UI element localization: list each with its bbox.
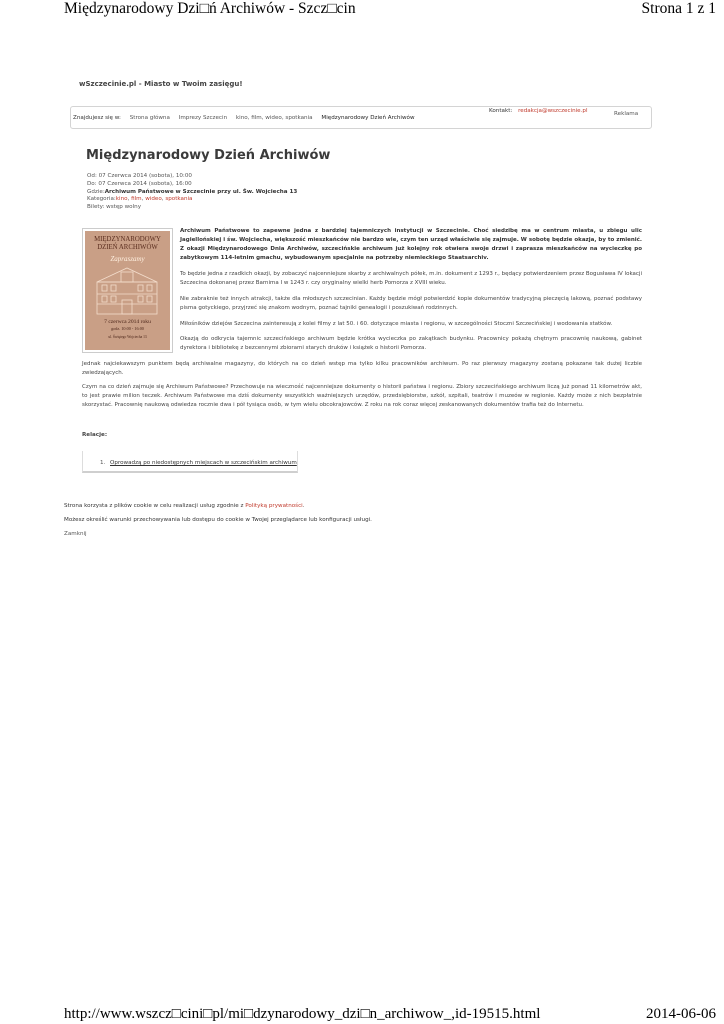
event-tickets: Bilety: wstęp wolny (87, 204, 142, 211)
event-start: Od: 07 Czerwca 2014 (sobota), 10:00 (87, 173, 192, 179)
article-paragraph: Jednak najciekawszym punktem będą archiwalne magazyny, do których na co dzień wstęp ma tylko kilku pracowników archiwum. Po raz pierwszy magazyny zostaną pokazane tak dużej liczbie zwiedzających. (82, 361, 642, 376)
poster-artwork (85, 231, 170, 350)
contact-email-link[interactable]: redakcja@wszczecinie.pl (518, 108, 588, 114)
site-tagline: wSzczecinie.pl - Miasto w Twoim zasięgu! (79, 80, 243, 88)
event-meta (87, 173, 297, 212)
privacy-policy-link[interactable]: Polityką prywatności (245, 503, 303, 509)
relations-list (82, 451, 298, 473)
poster-time: godz. 10:00 - 16:00 (111, 326, 144, 331)
page-title: Międzynarodowy Dzień Archiwów (86, 148, 331, 163)
breadcrumb (73, 115, 415, 121)
category-link-kino[interactable]: kino (115, 196, 128, 203)
event-category: Kategoria:kino, film, wideo, spotkania (87, 196, 193, 203)
breadcrumb-label: Znajdujesz się w: (73, 115, 121, 121)
article-paragraph: Nie zabraknie też innych atrakcji, także dla młodszych szczecinian. Każdy będzie mógł potwierdzić kopie dokumentów tradycyjną pieczęcią lakową, poznać podstawy pisma gotyckiego, przyjrzeć się znakom wodnym, poznać tajniki genealogii i poszukiwań rodzinnych. (180, 296, 642, 311)
ads-link[interactable]: Reklama (614, 111, 639, 117)
navigation-bar (70, 106, 652, 129)
event-poster-image[interactable] (82, 228, 173, 353)
print-header-title: Międzynarodowy Dzi□ń Archiwów - Szcz□cin (64, 0, 356, 17)
breadcrumb-category[interactable]: kino, film, wideo, spotkania (235, 115, 313, 121)
poster-date: 7 czerwca 2014 roku (104, 319, 151, 325)
article-paragraph: Miłośników dziejów Szczecina zainteresują z kolei filmy z lat 50. i 60. dotyczące miasta i regionu, w szczególności Stoczni Szczecińskiej i wodowania statków. (180, 321, 613, 327)
article-lead-paragraph: Archiwum Państwowe to zapewne jedna z bardziej tajemniczych instytucji w Szczecinie. Choć siedzibę ma w centrum miasta, u zbiegu ulic Jagiellońskiej i św. Wojciecha, większość mieszkańców nie bardzo wie, czym ten urząd właściwie się zajmuje. W sobotę będzie okazja, by to zmienić. Z okazji Międzynarodowego Dnia Archiwów, szczecińskie archiwum już kolejny rok otwiera swoje drzwi i zaprasza mieszkańców na wycieczkę po zabytkowym 114-letnim gmachu, wybudowanym specjalnie na potrzeby niemieckiego Staatsarchiv. (180, 228, 642, 261)
breadcrumb-events[interactable]: Imprezy Szczecin (178, 115, 228, 121)
cookie-text-end: . (302, 503, 305, 509)
print-footer-url: http://www.wszcz□cini□pl/mi□dzynarodowy_dzi□n_archiwow_,id-19515.html (64, 1006, 541, 1022)
poster-address: ul. Świętego Wojciecha 13 (108, 335, 147, 339)
location-value: Archiwum Państwowe w Szczecinie przy ul. Św. Wojciecha 13 (104, 188, 298, 195)
location-label: Gdzie: (87, 188, 105, 195)
article-paragraph: Czym na co dzień zajmuje się Archiwum Państwowe? Przechowuje na wieczność najcenniejsze dokumenty o historii państwa i regionu. Zbiory szczecińskiego archiwum liczą już ponad 11 kilometrów akt, to jest prawie milion teczek. Archiwum Państwowe ma dziś dokumenty wszystkich ważniejszych urzędów, przedsiębiorstw, szkół, szpitali, teatrów i muzeów w regionie. Każdy może z nich bezpłatnie skorzystać. Pracownię naukową odwiedza rocznie dwa i pół tysiąca osób, w tym wielu obcokrajowców. Z roku na rok coraz więcej zeskanowanych dokumentów trafia też do Internetu. (82, 384, 642, 408)
poster-heading-line2: DZIEŃ ARCHIWÓW (97, 244, 158, 251)
poster-heading-line1: MIĘDZYNARODOWY (94, 236, 161, 243)
print-footer-date: 2014-06-06 (646, 1006, 716, 1022)
cookie-close-button[interactable]: Zamknij (64, 531, 87, 537)
category-link-film[interactable]: film (131, 196, 142, 203)
category-label: Kategoria: (87, 196, 116, 203)
cookie-notice (64, 503, 305, 509)
event-end: Do: 07 Czerwca 2014 (sobota), 16:00 (87, 180, 192, 187)
article-paragraph: Okazją do odkrycia tajemnic szczecińskiego archiwum będzie krótka wycieczka po zakątkach budynku. Pracownicy pokażą chętnym pracownię naukową, gabinet dyrektora i bibliotekę z bezcennymi zbiorami starych druków i książek o historii Pomorza. (180, 336, 642, 351)
print-footer (0, 1006, 724, 1024)
breadcrumb-home[interactable]: Strona główna (129, 115, 170, 121)
category-link-wideo[interactable]: wideo (145, 196, 162, 203)
relation-link[interactable]: Oprowadzą po niedostępnych miejscach w szczecińskim archiwum (110, 460, 297, 466)
category-link-spotkania[interactable]: spotkania (165, 196, 193, 203)
breadcrumb-current: Międzynarodowy Dzień Archiwów (321, 115, 415, 121)
event-location (87, 189, 297, 197)
cookie-text: Strona korzysta z plików cookie w celu realizacji usług zgodnie z (64, 503, 244, 509)
relations-heading: Relacje: (82, 432, 108, 438)
print-header-page: Strona 1 z 1 (641, 0, 716, 17)
cookie-notice-settings: Możesz określić warunki przechowywania lub dostępu do cookie w Twojej przeglądarce lub konfiguracji usługi. (64, 517, 372, 523)
poster-invite: Zapraszamy (110, 255, 145, 263)
print-header (0, 0, 724, 22)
archive-building-illustration (93, 264, 161, 316)
contact (489, 108, 588, 114)
article-paragraph: To będzie jedna z rzadkich okazji, by zobaczyć najcenniejsze skarby z archiwalnych półek, m.in. dokument z 1293 r., będący potwierdzeniem przez Bogusława IV lokacji Szczecina dokonanej przez Barnima I w 1243 r. czy oryginalny wielki herb Pomorza z XVIII wieku. (180, 271, 642, 286)
contact-label: Kontakt: (489, 108, 513, 114)
relation-number: 1. (100, 460, 106, 466)
